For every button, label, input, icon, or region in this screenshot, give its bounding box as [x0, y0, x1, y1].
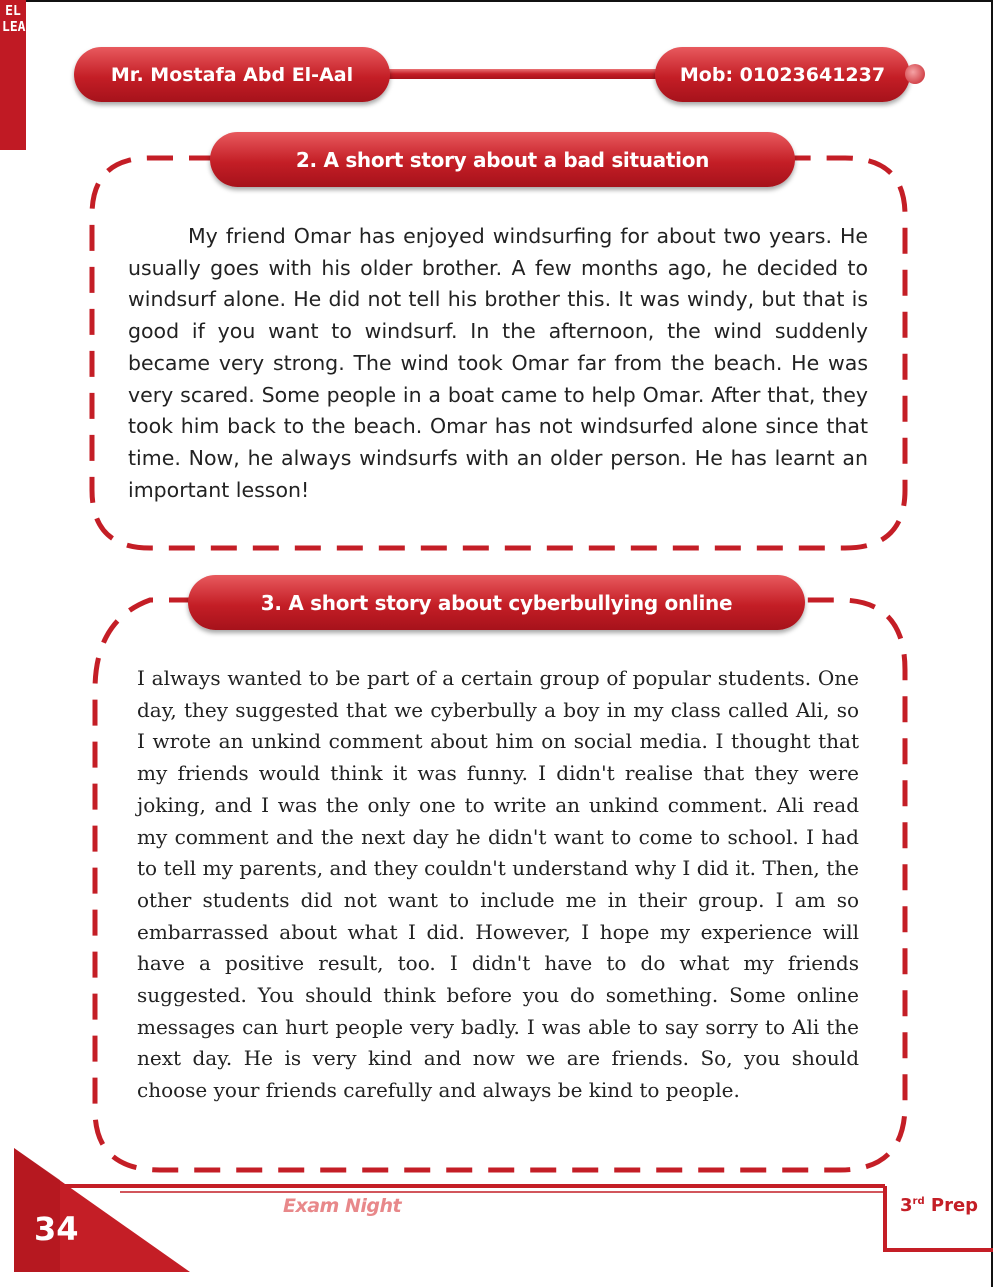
mobile-banner: Mob: 01023641237 [655, 47, 910, 102]
teacher-name-banner: Mr. Mostafa Abd El-Aal [74, 47, 390, 102]
grade-suffix: rd [912, 1196, 925, 1207]
section-title-bad-situation: 2. A short story about a bad situation [210, 132, 795, 187]
grade-label: Prep [930, 1195, 979, 1216]
section-title-cyberbullying: 3. A short story about cyberbullying online [188, 575, 805, 630]
footer-exam-label: Exam Night [283, 1195, 402, 1217]
grade-number: 3 [900, 1195, 913, 1216]
page-number: 34 [34, 1210, 79, 1248]
header-dot [905, 64, 925, 84]
story-cyberbullying: I always wanted to be part of a certain group of popular students. One day, they suggested that we cyberbully a boy in my class called Ali, so I wrote an unkind comment about him on social media. I thought that my friends would think it was funny. I didn't realise that they were joking, and I was the only one to write an unkind comment. Ali read my comment and the next day he didn't want to come to school. I had to tell my parents, and they couldn't understand why I did it. Then, the other students did not want to include me in their group. I am so embarrassed about what I did. However, I hope my experience will have a positive result, too. I didn't have to do what my friends suggested. You should think before you do something. Some online messages can hurt people very badly. I was able to say sorry to Ali the next day. He is very kind and now we are friends. So, you should choose your friends carefully and always be kind to people. [137, 666, 859, 1103]
brand-label: EL LEADER [2, 4, 49, 35]
footer-grade [900, 1195, 978, 1216]
story-bad-situation: My friend Omar has enjoyed windsurfing for about two years. He usually goes with his older brother. A few months ago, he decided to windsurf alone. He did not tell his brother this. It was windy, but that is good if you want to windsurf. In the afternoon, the wind suddenly became very strong. The wind took Omar far from the beach. He was very scared. Some people in a boat came to help Omar. After that, they took him back to the beach. Omar has not windsurfed alone since that time. Now, he always windsurfs with an older person. He has learnt an important lesson! [128, 224, 868, 502]
header-connector [360, 69, 680, 79]
